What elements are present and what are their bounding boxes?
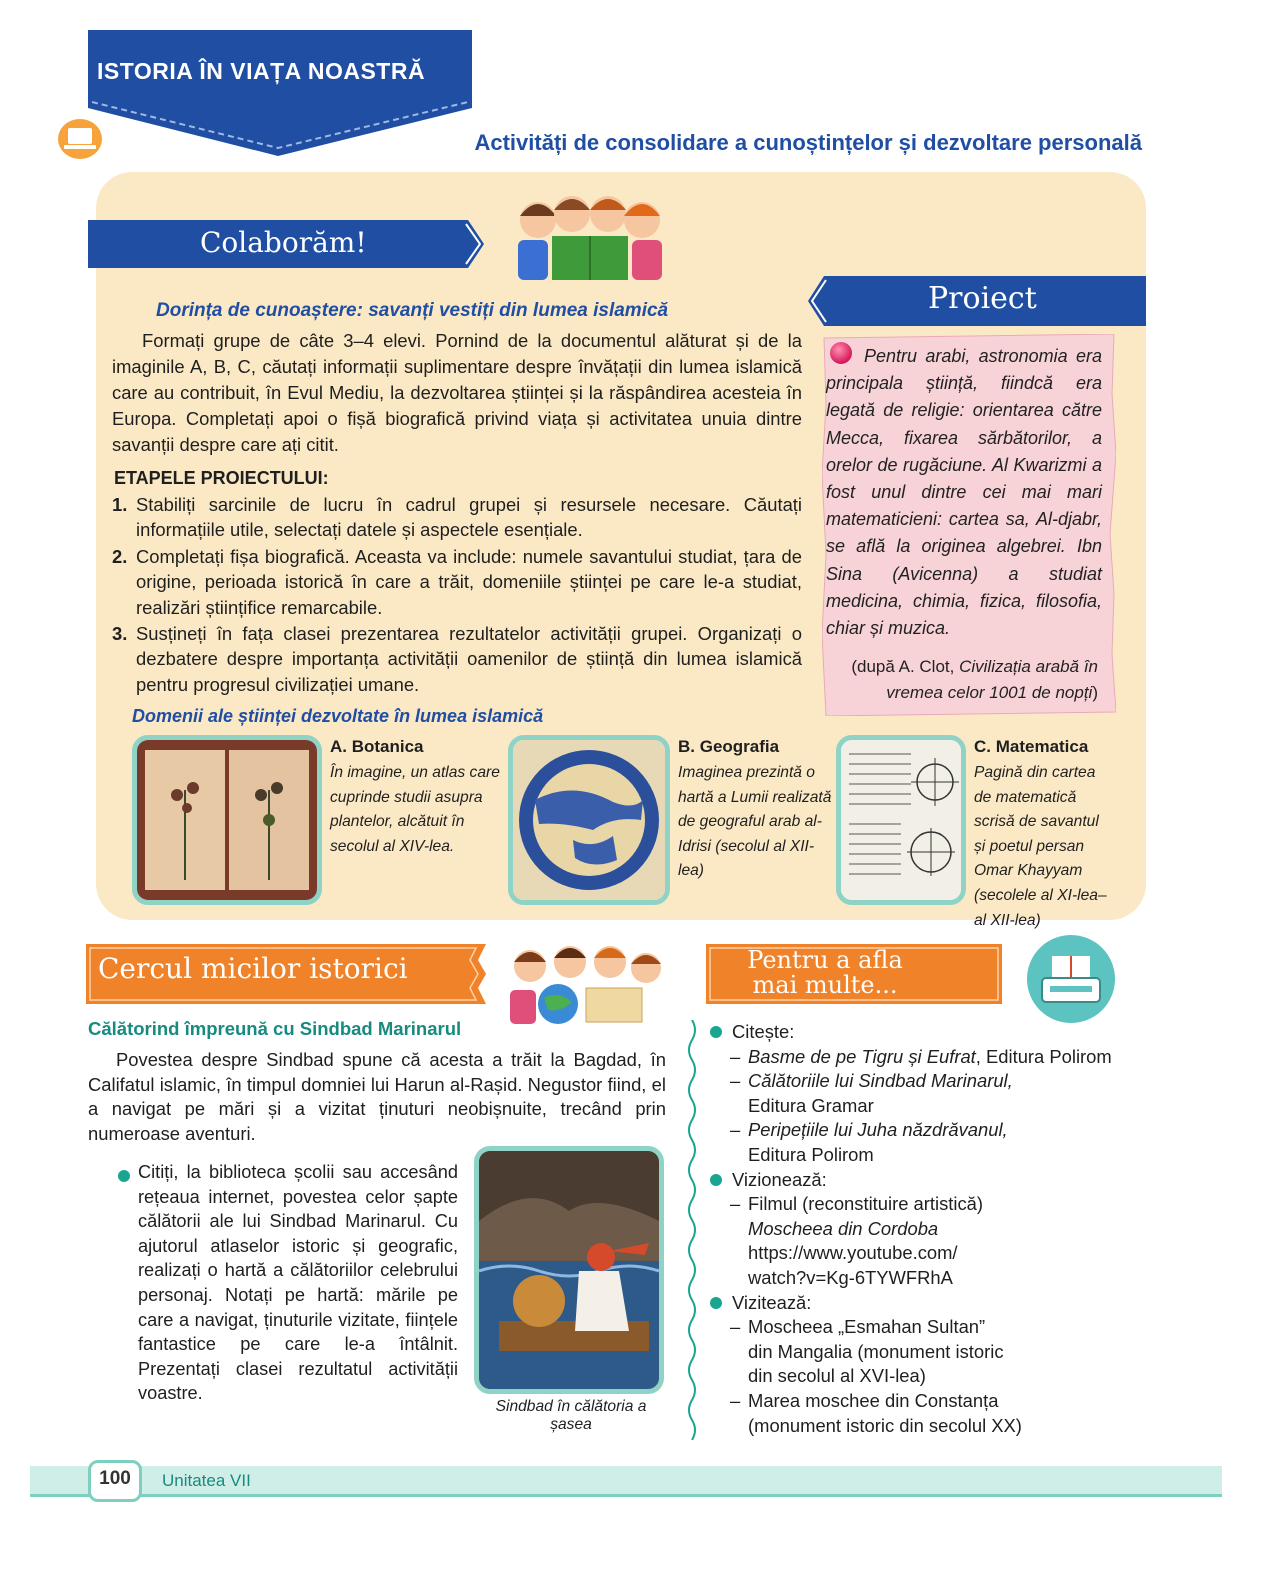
step-text: Stabiliți sarcinile de lucru în cadrul grupei și resursele necesare. Căutați informațiile utile, selectați datele și aspectele esențiale. [136,494,802,541]
dash: – [730,1389,741,1411]
project-heading: Dorința de cunoaștere: savanți vestiți din lumea islamică [156,300,669,321]
intro-paragraph: Formați grupe de câte 3–4 elevi. Pornind de la documentul alăturat și de la imaginile A, B, C, căutați informații suplimentare despre învățații din lumea islamică care au contribuit, în Evul Mediu, la dezvoltarea științei și la răspândirea acesteia în Europa. Completați apoi o fișă biografică privind viața și activitatea unuia dintre savanții despre care ați citit. [112,330,802,455]
caption-botany [330,737,506,859]
learn-more-title-line: mai multe... [752,971,898,999]
sindbad-illustration [474,1146,664,1394]
quote-source [826,654,1098,706]
sindbad-task: Citiți, la biblioteca școlii sau accesând rețeaua internet, povestea celor șapte călătorii ale lui Sindbad Marinarul. Cu ajutorul atlaselor istoric și geografic, realizați o hartă a călătoriilor celebrului personaj. Notați pe hartă: mările pe care a navigat, ținuturile vizitate, ființele fantastice pe care le-a întâlnit. Prezentați clasei rezultatul activității voastre. [138,1162,458,1404]
visit-text: din secolul al XVI-lea) [748,1365,926,1387]
book-title: Peripețiile lui Juha năzdrăvanul, [748,1119,1008,1141]
step-item [112,544,802,620]
dash: – [730,1045,741,1067]
footer-line [30,1494,1222,1497]
caption-text: În imagine, un atlas care cuprinde studii asupra plantelor, alcătuit în secolul al XIV-lea. [330,764,500,855]
learn-more-title [706,948,944,998]
sindbad-heading: Călătorind împreună cu Sindbad Marinarul [88,1018,462,1039]
list-item [708,1118,1148,1143]
visit-text: Marea moschee din Constanța [748,1389,999,1411]
step-text: Completați fișa biografică. Aceasta va include: numele savantului studiat, țara de origine, perioada istorică în care a trăit, domeniile științei pe care le-a studiat, realizări științifice remarcabile. [136,545,802,618]
banner-title: ISTORIA ÎN VIAȚA NOASTRĂ [97,58,426,84]
category-label: Vizionează: [732,1168,827,1190]
film-description: Filmul (reconstituire artistică) [748,1193,984,1215]
steps-list [112,492,802,698]
category-watch [708,1168,1148,1193]
book-publisher: Editura Polirom [748,1143,874,1165]
film-link[interactable]: https://www.youtube.com/ [748,1242,958,1264]
category-visit [708,1291,1148,1316]
collab-title: Colaborăm! [200,226,367,259]
caption-title: A. Botanica [330,737,424,756]
dash: – [730,1119,741,1141]
unit-label: Unitatea VII [162,1471,251,1490]
step-item [112,621,802,697]
children-reading-illustration [510,190,670,290]
step-number: 1. [112,494,128,515]
film-link[interactable]: watch?v=Kg-6TYWFRhA [748,1266,953,1288]
step-item [112,492,802,543]
learn-more-list [708,1020,1148,1438]
botany-manuscript-image [132,735,322,905]
sindbad-caption: Sindbad în călătoria a șasea [495,1398,647,1433]
book-title: Călătoriile lui Sindbad Marinarul, [748,1070,1013,1092]
list-item [708,1045,1148,1070]
caption-mathematics [974,737,1114,933]
bullet-icon [710,1174,722,1186]
domains-title: Domenii ale științei dezvoltate în lumea islamică [132,706,544,726]
step-number: 3. [112,623,128,645]
caption-title: C. Matematica [974,737,1089,756]
step-text: Susțineți în fața clasei prezentarea rezultatelor activității grupei. Organizați o dezbatere despre importanța activității oamenilor de știință din lumea islamică pentru progresul civilizației umane. [136,623,802,695]
dash: – [730,1316,741,1338]
source-prefix: (după A. Clot, [851,657,960,676]
steps-title: ETAPELE PROIECTULUI: [114,468,329,488]
historians-club-title: Cercul micilor istorici [98,952,408,985]
children-globe-illustration [500,938,670,1028]
film-title-text: Moscheea din Cordoba [748,1217,939,1239]
category-read [708,1020,1148,1045]
historical-quote: Pentru arabi, astronomia era principala știință, fiindcă era legată de religie: orientarea către Mecca, fixarea sărbătorilor, a orelor de rugăciune. Al Kwarizmi a fost unul dintre cei mai mari matematicieni: cartea sa, Al-djabr, se află la originea algebrei. Ibn Sina (Avicenna) a studiat medicina, chimia, fizica, filosofia, chiar și muzica. [826,346,1102,639]
visit-text: (monument istoric din secolul XX) [748,1414,1022,1436]
list-item [708,1192,1148,1217]
bullet-icon [710,1297,722,1309]
category-label: Vizitează: [732,1291,812,1313]
book-publisher: Editura Gramar [748,1094,874,1116]
dash: – [730,1193,741,1215]
source-title: Civilizația arabă în vremea celor 1001 de nopți [886,657,1098,702]
dash: – [730,1070,741,1092]
caption-geography [678,737,836,884]
book-title: Basme de pe Tigru și Eufrat [748,1045,976,1067]
bullet-icon [710,1026,722,1038]
bullet-icon [118,1170,130,1182]
laptop-icon [56,118,104,160]
visit-text: Moscheea „Esmahan Sultan” [748,1316,986,1338]
film-title [708,1217,1148,1242]
visit-text: din Mangalia (monument istoric [748,1340,1004,1362]
page-number: 100 [99,1468,131,1489]
page-subtitle: Activități de consolidare a cunoștințelor și dezvoltare personală [474,130,1142,155]
chapter-banner [88,30,472,156]
learn-more-title-line: Pentru a afla [747,946,903,974]
sindbad-paragraph: Povestea despre Sindbad spune că acesta a trăit la Bagdad, în Califatul islamic, în timpul domniei lui Harun al-Rașid. Negustor fiind, el a navigat pe mări și a vizitat ținuturi neobișnuite, trecând prin numeroase aventuri. [88,1049,666,1144]
caption-title: B. Geografia [678,737,780,756]
project-title: Proiect [928,281,1037,316]
wavy-divider [686,1020,698,1440]
step-number: 2. [112,545,128,567]
book-printer-icon [1026,934,1116,1024]
source-suffix: ) [1092,683,1098,702]
list-item [708,1315,1148,1340]
list-item [708,1389,1148,1414]
book-publisher: , Editura Polirom [975,1045,1112,1067]
math-manuscript-image [836,735,966,905]
category-label: Citește: [732,1021,795,1042]
caption-text: Imaginea prezintă o hartă a Lumii realizată de geograful arab al-Idrisi (secolul al XII-lea) [678,764,832,880]
idrisi-map-image [508,735,670,905]
list-item [708,1069,1148,1094]
caption-text: Pagină din cartea de matematică scrisă de savantul și poetul persan Omar Khayyam (secolele al XI-lea–al XII-lea) [974,764,1107,929]
